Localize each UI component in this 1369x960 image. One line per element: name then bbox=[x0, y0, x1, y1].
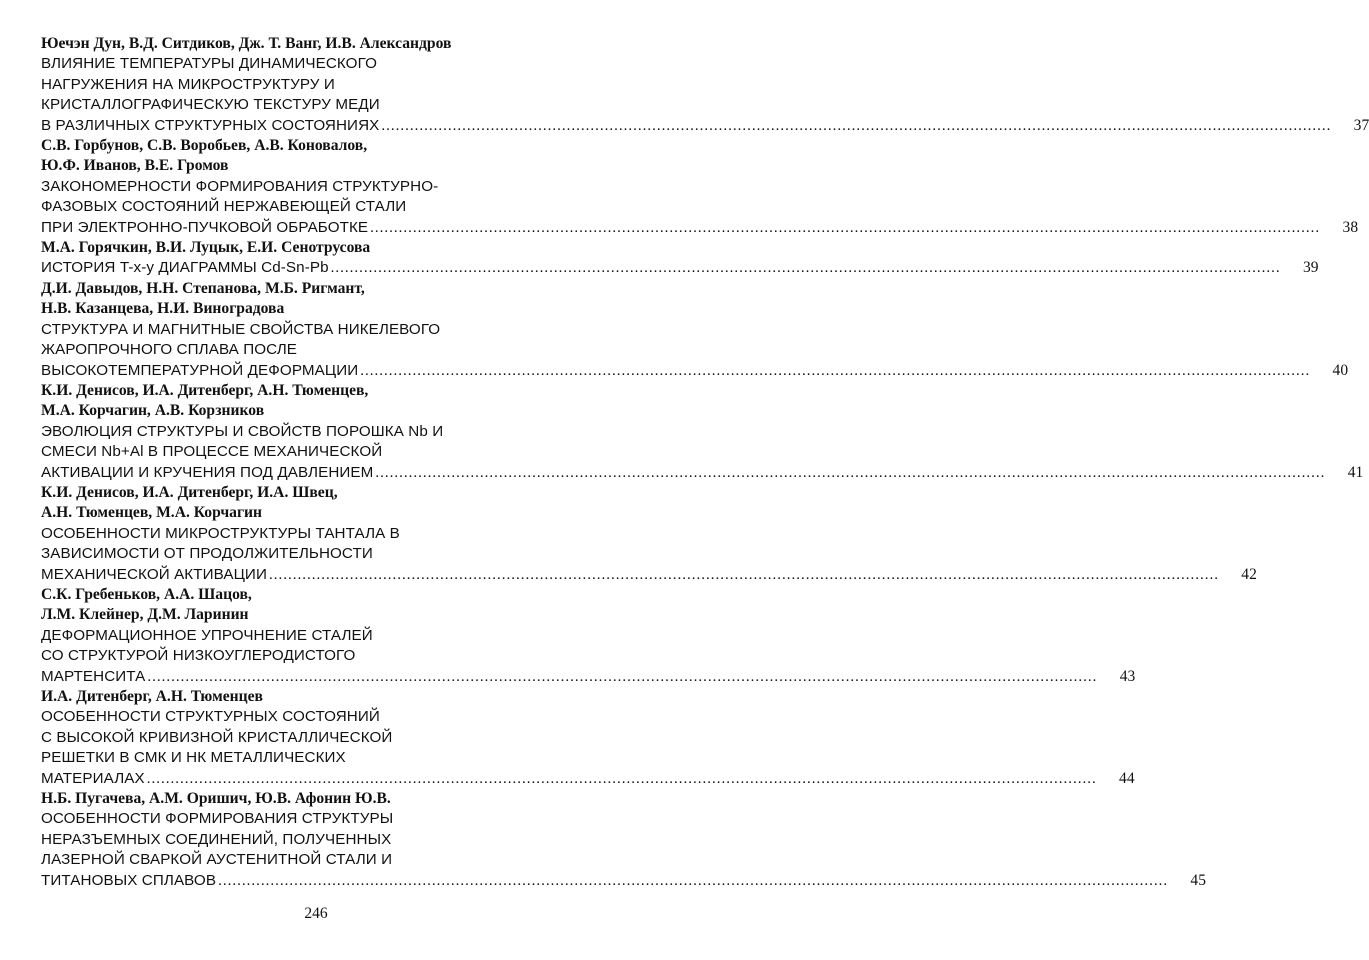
entry-authors: С.К. Гребеньков, А.А. Шацов, bbox=[41, 585, 252, 603]
entry-authors: И.А. Дитенберг, А.Н. Тюменцев bbox=[41, 688, 263, 705]
entry-title-last-line bbox=[41, 565, 1257, 585]
entry-title-line: ОСОБЕННОСТИ МИКРОСТРУКТУРЫ ТАНТАЛА В bbox=[41, 524, 400, 542]
entry-page-number: 42 bbox=[1241, 565, 1257, 583]
entry-title-text: МАТЕРИАЛАХ bbox=[41, 769, 145, 787]
entry-page-number: 39 bbox=[1302, 259, 1319, 277]
entry-title-line: ОСОБЕННОСТИ СТРУКТУРНЫХ СОСТОЯНИЙ bbox=[41, 708, 380, 726]
entry-title-line: СМЕСИ Nb+Al В ПРОЦЕССЕ МЕХАНИЧЕСКОЙ bbox=[41, 443, 383, 461]
toc-entry bbox=[41, 381, 1364, 483]
entry-authors: Д.И. Давыдов, Н.Н. Степанова, М.Б. Ригмант, bbox=[41, 279, 365, 297]
entry-title-text: ПРИ ЭЛЕКТРОННО-ПУЧКОВОЙ ОБРАБОТКЕ bbox=[41, 218, 369, 236]
entry-title-line: СТРУКТУРА И МАГНИТНЫЕ СВОЙСТВА НИКЕЛЕВОГО bbox=[41, 320, 441, 338]
entry-authors: М.А. Горячкин, В.И. Луцык, Е.И. Сенотрусова bbox=[41, 239, 371, 257]
entry-authors: Ю.Ф. Иванов, В.Е. Громов bbox=[41, 157, 229, 175]
entry-title-line: НЕРАЗЪЕМНЫХ СОЕДИНЕНИЙ, ПОЛУЧЕННЫХ bbox=[41, 830, 392, 848]
dot-leader: ........................................................................................................................................................................................................ bbox=[218, 872, 1169, 889]
entry-title-line: С ВЫСОКОЙ КРИВИЗНОЙ КРИСТАЛЛИЧЕСКОЙ bbox=[41, 728, 393, 746]
entry-title-line: СО СТРУКТУРОЙ НИЗКОУГЛЕРОДИСТОГО bbox=[41, 647, 356, 665]
entry-title-text: ИСТОРИЯ T-x-y ДИАГРАММЫ Cd-Sn-Pb bbox=[41, 259, 329, 277]
entry-title-line: ЖАРОПРОЧНОГО СПЛАВА ПОСЛЕ bbox=[41, 341, 298, 359]
entry-title-line: ЗАВИСИМОСТИ ОТ ПРОДОЛЖИТЕЛЬНОСТИ bbox=[41, 545, 373, 563]
toc-entry bbox=[41, 585, 1136, 687]
entry-title-line: ФАЗОВЫХ СОСТОЯНИЙ НЕРЖАВЕЮЩЕЙ СТАЛИ bbox=[41, 198, 407, 216]
entry-title-last-line bbox=[41, 218, 1359, 238]
entry-title-text: АКТИВАЦИИ И КРУЧЕНИЯ ПОД ДАВЛЕНИЕМ bbox=[41, 463, 374, 481]
entry-authors: Л.М. Клейнер, Д.М. Ларинин bbox=[41, 606, 249, 624]
entry-title-text: МЕХАНИЧЕСКОЙ АКТИВАЦИИ bbox=[41, 565, 267, 583]
entry-title-last-line bbox=[41, 361, 1349, 381]
dot-leader: ........................................................................................................................................................................................................ bbox=[268, 566, 1219, 583]
entry-title-text: ВЫСОКОТЕМПЕРАТУРНОЙ ДЕФОРМАЦИИ bbox=[41, 361, 359, 379]
entry-page-number: 45 bbox=[1190, 871, 1207, 889]
entry-page-number: 43 bbox=[1119, 667, 1136, 685]
entry-authors: Юечэн Дун, В.Д. Ситдиков, Дж. Т. Ванг, И.В. Александров bbox=[41, 35, 452, 52]
entry-title-line: РЕШЕТКИ В СМК И НК МЕТАЛЛИЧЕСКИХ bbox=[41, 749, 346, 767]
dot-leader: ........................................................................................................................................................................................................ bbox=[330, 260, 1281, 277]
entry-title-line: ДЕФОРМАЦИОННОЕ УПРОЧНЕНИЕ СТАЛЕЙ bbox=[41, 626, 373, 644]
page-number: 246 bbox=[304, 905, 328, 922]
entry-title-last-line bbox=[41, 258, 1319, 278]
dot-leader: ........................................................................................................................................................................................................ bbox=[370, 219, 1321, 236]
entry-title-line: ОСОБЕННОСТИ ФОРМИРОВАНИЯ СТРУКТУРЫ bbox=[41, 810, 394, 828]
entry-authors: С.В. Горбунов, С.В. Воробьев, А.В. Коновалов, bbox=[41, 137, 368, 155]
entry-title-last-line bbox=[41, 667, 1136, 687]
dot-leader: ........................................................................................................................................................................................................ bbox=[360, 362, 1311, 379]
entry-title-text: В РАЗЛИЧНЫХ СТРУКТУРНЫХ СОСТОЯНИЯХ bbox=[41, 116, 380, 134]
toc-entry bbox=[41, 238, 1319, 279]
entry-title-line: ЭВОЛЮЦИЯ СТРУКТУРЫ И СВОЙСТВ ПОРОШКА Nb И bbox=[41, 422, 444, 440]
dot-leader: ........................................................................................................................................................................................................ bbox=[375, 464, 1326, 481]
entry-page-number: 37 bbox=[1353, 116, 1369, 134]
entry-title-line: ЗАКОНОМЕРНОСТИ ФОРМИРОВАНИЯ СТРУКТУРНО- bbox=[41, 177, 439, 195]
toc-entry bbox=[41, 279, 1349, 381]
toc-entry bbox=[41, 136, 1359, 238]
dot-leader: ........................................................................................................................................................................................................ bbox=[146, 770, 1097, 787]
toc-entry bbox=[41, 34, 1369, 136]
entry-authors: К.И. Денисов, И.А. Дитенберг, А.Н. Тюменцев, bbox=[41, 381, 369, 399]
entry-page-number: 44 bbox=[1119, 769, 1135, 787]
entry-title-line: ВЛИЯНИЕ ТЕМПЕРАТУРЫ ДИНАМИЧЕСКОГО bbox=[41, 55, 377, 73]
entry-page-number: 38 bbox=[1342, 218, 1359, 236]
entry-title-line: ЛАЗЕРНОЙ СВАРКОЙ АУСТЕНИТНОЙ СТАЛИ И bbox=[41, 851, 393, 869]
entry-title-last-line bbox=[41, 769, 1135, 789]
entry-authors: А.Н. Тюменцев, М.А. Корчагин bbox=[41, 504, 262, 522]
entry-authors: Н.В. Казанцева, Н.И. Виноградова bbox=[41, 300, 285, 318]
entry-title-text: ТИТАНОВЫХ СПЛАВОВ bbox=[41, 871, 217, 889]
dot-leader: ........................................................................................................................................................................................................ bbox=[147, 668, 1098, 685]
table-of-contents bbox=[41, 34, 1369, 891]
entry-title-line: КРИСТАЛЛОГРАФИЧЕСКУЮ ТЕКСТУРУ МЕДИ bbox=[41, 96, 380, 114]
toc-entry bbox=[41, 687, 1135, 789]
entry-title-last-line bbox=[41, 871, 1207, 891]
entry-page-number: 41 bbox=[1347, 463, 1364, 481]
entry-page-number: 40 bbox=[1332, 361, 1349, 379]
entry-authors: К.И. Денисов, И.А. Дитенберг, И.А. Швец, bbox=[41, 483, 338, 501]
entry-title-last-line bbox=[41, 116, 1369, 136]
dot-leader: ........................................................................................................................................................................................................ bbox=[381, 117, 1332, 134]
entry-title-line: НАГРУЖЕНИЯ НА МИКРОСТРУКТУРУ И bbox=[41, 75, 335, 93]
toc-entry bbox=[41, 483, 1257, 585]
entry-authors: Н.Б. Пугачева, А.М. Оришич, Ю.В. Афонин Ю.В. bbox=[41, 790, 391, 808]
toc-entry bbox=[41, 789, 1207, 891]
entry-authors: М.А. Корчагин, А.В. Корзников bbox=[41, 402, 265, 420]
entry-title-text: МАРТЕНСИТА bbox=[41, 667, 146, 685]
entry-title-last-line bbox=[41, 463, 1364, 483]
